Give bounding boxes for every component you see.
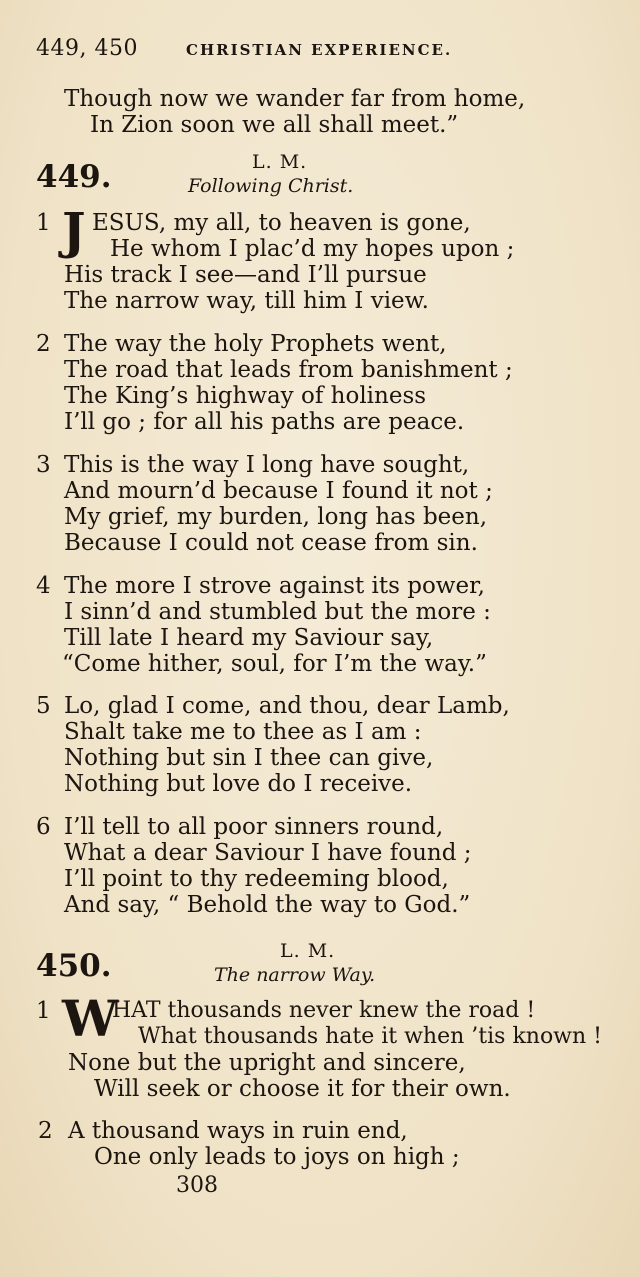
- opening-line: Though now we wander far from home,: [64, 86, 526, 112]
- drop-cap: J: [62, 201, 86, 260]
- running-header: [36, 36, 620, 66]
- verse-number: 4: [36, 573, 51, 599]
- verse-line: One only leads to joys on high ;: [94, 1144, 460, 1170]
- verse-line: And mourn’d because I found it not ;: [64, 478, 493, 504]
- hymn-meter: L. M.: [252, 151, 308, 173]
- verse-line: ESUS, my all, to heaven is gone,: [92, 210, 471, 236]
- opening-line: In Zion soon we all shall meet.”: [90, 112, 459, 138]
- verse-line: HAT thousands never knew the road !: [112, 998, 536, 1023]
- verse-line: “Come hither, soul, for I’m the way.”: [62, 651, 487, 677]
- verse-number: 1: [36, 998, 51, 1024]
- hymn-meter: L. M.: [280, 940, 336, 962]
- verse-number: 1: [36, 210, 51, 236]
- hymn-number: 449.: [36, 159, 112, 195]
- verse-line: None but the upright and sincere,: [68, 1050, 466, 1076]
- verse-line: Nothing but love do I receive.: [64, 771, 413, 797]
- verse-line: Shalt take me to thee as I am :: [64, 719, 422, 745]
- header-hymn-numbers: 449, 450: [36, 36, 138, 61]
- verse-line: I’ll point to thy redeeming blood,: [64, 866, 449, 892]
- verse-line: Nothing but sin I thee can give,: [64, 745, 434, 771]
- hymn-title: Following Christ.: [188, 175, 354, 197]
- drop-cap: W: [62, 989, 119, 1048]
- verse-number: 6: [36, 814, 51, 840]
- verse-line: What a dear Saviour I have found ;: [64, 840, 472, 866]
- page-number: 308: [176, 1173, 218, 1198]
- verse-line: What thousands hate it when ’tis known !: [138, 1024, 603, 1049]
- verse-line: I’ll tell to all poor sinners round,: [64, 814, 444, 840]
- verse-line: A thousand ways in ruin end,: [68, 1118, 408, 1144]
- verse-line: The road that leads from banishment ;: [64, 357, 513, 383]
- hymn-number: 450.: [36, 948, 112, 984]
- header-section-title: CHRISTIAN EXPERIENCE.: [186, 41, 453, 59]
- verse-line: Because I could not cease from sin.: [64, 530, 478, 556]
- verse-line: His track I see—and I’ll pursue: [64, 262, 427, 288]
- verse-line: This is the way I long have sought,: [64, 452, 470, 478]
- verse-line: He whom I plac’d my hopes upon ;: [110, 236, 515, 262]
- verse-number: 5: [36, 693, 51, 719]
- verse-line: I’ll go ; for all his paths are peace.: [64, 409, 465, 435]
- verse-line: The narrow way, till him I view.: [64, 288, 429, 314]
- hymn-title: The narrow Way.: [214, 964, 376, 986]
- verse-line: My grief, my burden, long has been,: [64, 504, 488, 530]
- verse-line: Will seek or choose it for their own.: [94, 1076, 511, 1102]
- verse-number: 2: [38, 1118, 53, 1144]
- verse-line: And say, “ Behold the way to God.”: [64, 892, 471, 918]
- verse-line: The King’s highway of holiness: [64, 383, 427, 409]
- verse-line: I sinn’d and stumbled but the more :: [64, 599, 491, 625]
- verse-line: Till late I heard my Saviour say,: [64, 625, 434, 651]
- verse-line: The way the holy Prophets went,: [64, 331, 447, 357]
- verse-line: The more I strove against its power,: [64, 573, 485, 599]
- verse-number: 2: [36, 331, 51, 357]
- verse-line: Lo, glad I come, and thou, dear Lamb,: [64, 693, 510, 719]
- verse-number: 3: [36, 452, 51, 478]
